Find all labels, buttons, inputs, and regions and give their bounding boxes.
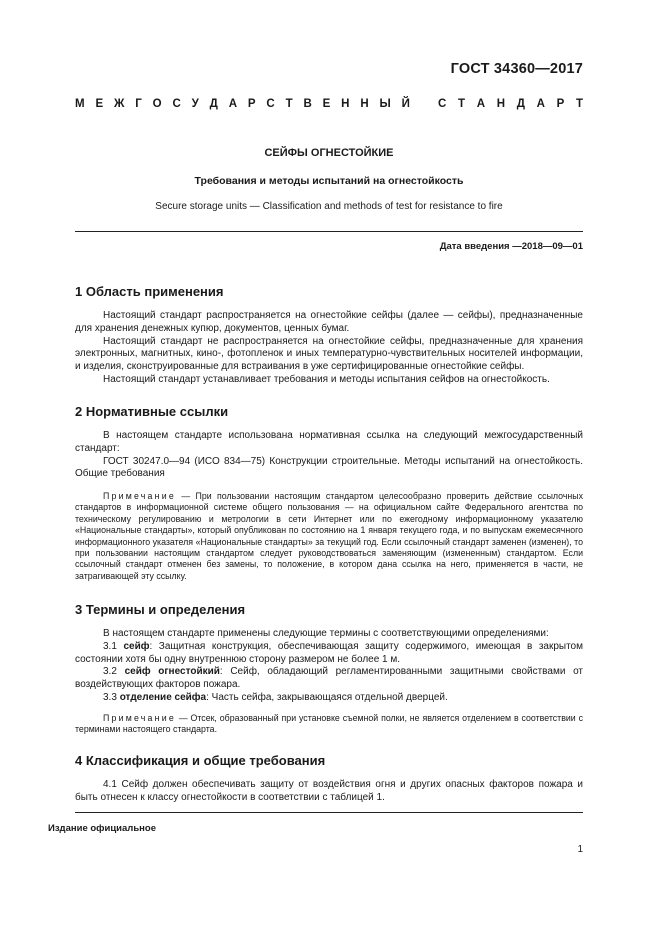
banner-word-interstate: М Е Ж Г О С У Д А Р С Т В Е Н Н Ы Й	[75, 98, 410, 110]
section-4-body	[75, 779, 583, 805]
term-definition: 3.3 отделение сейфа: Часть сейфа, закрывающаяся отдельной дверцей.	[103, 691, 448, 703]
term: отделение сейфа	[119, 691, 207, 703]
paragraph: Настоящий стандарт устанавливает требования и методы испытания сейфов на огнестойкость.	[103, 373, 550, 385]
document-number: ГОСТ 34360—2017	[450, 61, 583, 77]
paragraph: ГОСТ 30247.0—94 (ИСО 834—75) Конструкции строительные. Методы испытаний на огнестойкость. Общие требования	[75, 455, 583, 480]
banner-word-standard: С Т А Н Д А Р Т	[438, 98, 583, 110]
section-3-body	[75, 628, 583, 705]
header-divider	[75, 231, 583, 232]
document-subtitle: Требования и методы испытаний на огнестойкость	[194, 175, 464, 187]
paragraph: В настоящем стандарте применены следующие термины с соответствующими определениями:	[103, 628, 549, 639]
official-edition-label: Издание официальное	[48, 823, 156, 834]
section-4-heading: 4 Классификация и общие требования	[75, 753, 326, 768]
paragraph: В настоящем стандарте использована нормативная ссылка на следующий межгосударственный стандарт:	[75, 430, 583, 454]
term-definition: 3.2 сейф огнестойкий: Сейф, обладающий регламентированными защитными свойствами от воздействующих факторов пожара.	[75, 666, 583, 691]
section-1-body	[75, 310, 583, 387]
section-3-heading: 3 Термины и определения	[75, 602, 246, 617]
document-title-english: Secure storage units — Classification and methods of test for resistance to fire	[155, 201, 503, 212]
paragraph: Настоящий стандарт распространяется на огнестойкие сейфы (далее — сейфы), предназначенные для хранения денежных купюр, документов, ценных бумаг.	[75, 310, 583, 334]
paragraph: Настоящий стандарт не распространяется на огнестойкие сейфы, предназначенные для хранения электронных, магнитных, кино-, фотопленок и иных температурно-чувствительных носителей информации, и изделия, сконструированные для встраивания в уже сертифицированные огнестойкие сейфы.	[75, 335, 583, 373]
section-2-body	[75, 430, 583, 481]
introduction-date: Дата введения —2018—09—01	[439, 241, 583, 252]
page-number: 1	[577, 844, 583, 855]
section-2-heading: 2 Нормативные ссылки	[75, 404, 229, 419]
term: сейф огнестойкий	[124, 666, 220, 678]
interstate-standard-banner	[75, 98, 583, 110]
section-3-note: Примечание — Отсек, образованный при установке съемной полки, не является отделением в соответствии с терминами настоящего стандарта.	[75, 713, 583, 735]
footer-divider	[75, 812, 583, 813]
note-label: Примечание	[103, 713, 176, 723]
paragraph: 4.1 Сейф должен обеспечивать защиту от воздействия огня и других опасных факторов пожара и быть отнесен к классу огнестойкости в соответствии с таблицей 1.	[75, 779, 583, 803]
term: сейф	[123, 640, 150, 652]
note-label: Примечание	[103, 491, 176, 501]
document-title: СЕЙФЫ ОГНЕСТОЙКИЕ	[264, 147, 394, 159]
term-definition: 3.1 сейф: Защитная конструкция, обеспечивающая защиту содержимого, имеющая в закрытом состоянии хотя бы одну внутреннюю сторону размером не более 1 м.	[75, 640, 583, 665]
section-1-heading: 1 Область применения	[75, 284, 224, 299]
section-2-note: Примечание — При пользовании настоящим стандартом целесообразно проверить действие ссылочных стандартов в информационной системе общего пользования — на официальном сайте Федерального агентства по техническому регулированию и метрологии в сети Интернет или по ежегодному информационному указателю «Национальные стандарты», который опубликован по состоянию на 1 января текущего года, и по выпускам ежемесячного информационного указателя «Национальные стандарты» за текущий год. Если ссылочный стандарт заменен (изменен), то при пользовании настоящим стандартом следует руководствоваться заменяющим (измененным) стандартом. Если ссылочный стандарт отменен без замены, то положение, в котором дана ссылка на него, применяется в части, не затрагивающей эту ссылку.	[75, 491, 583, 581]
